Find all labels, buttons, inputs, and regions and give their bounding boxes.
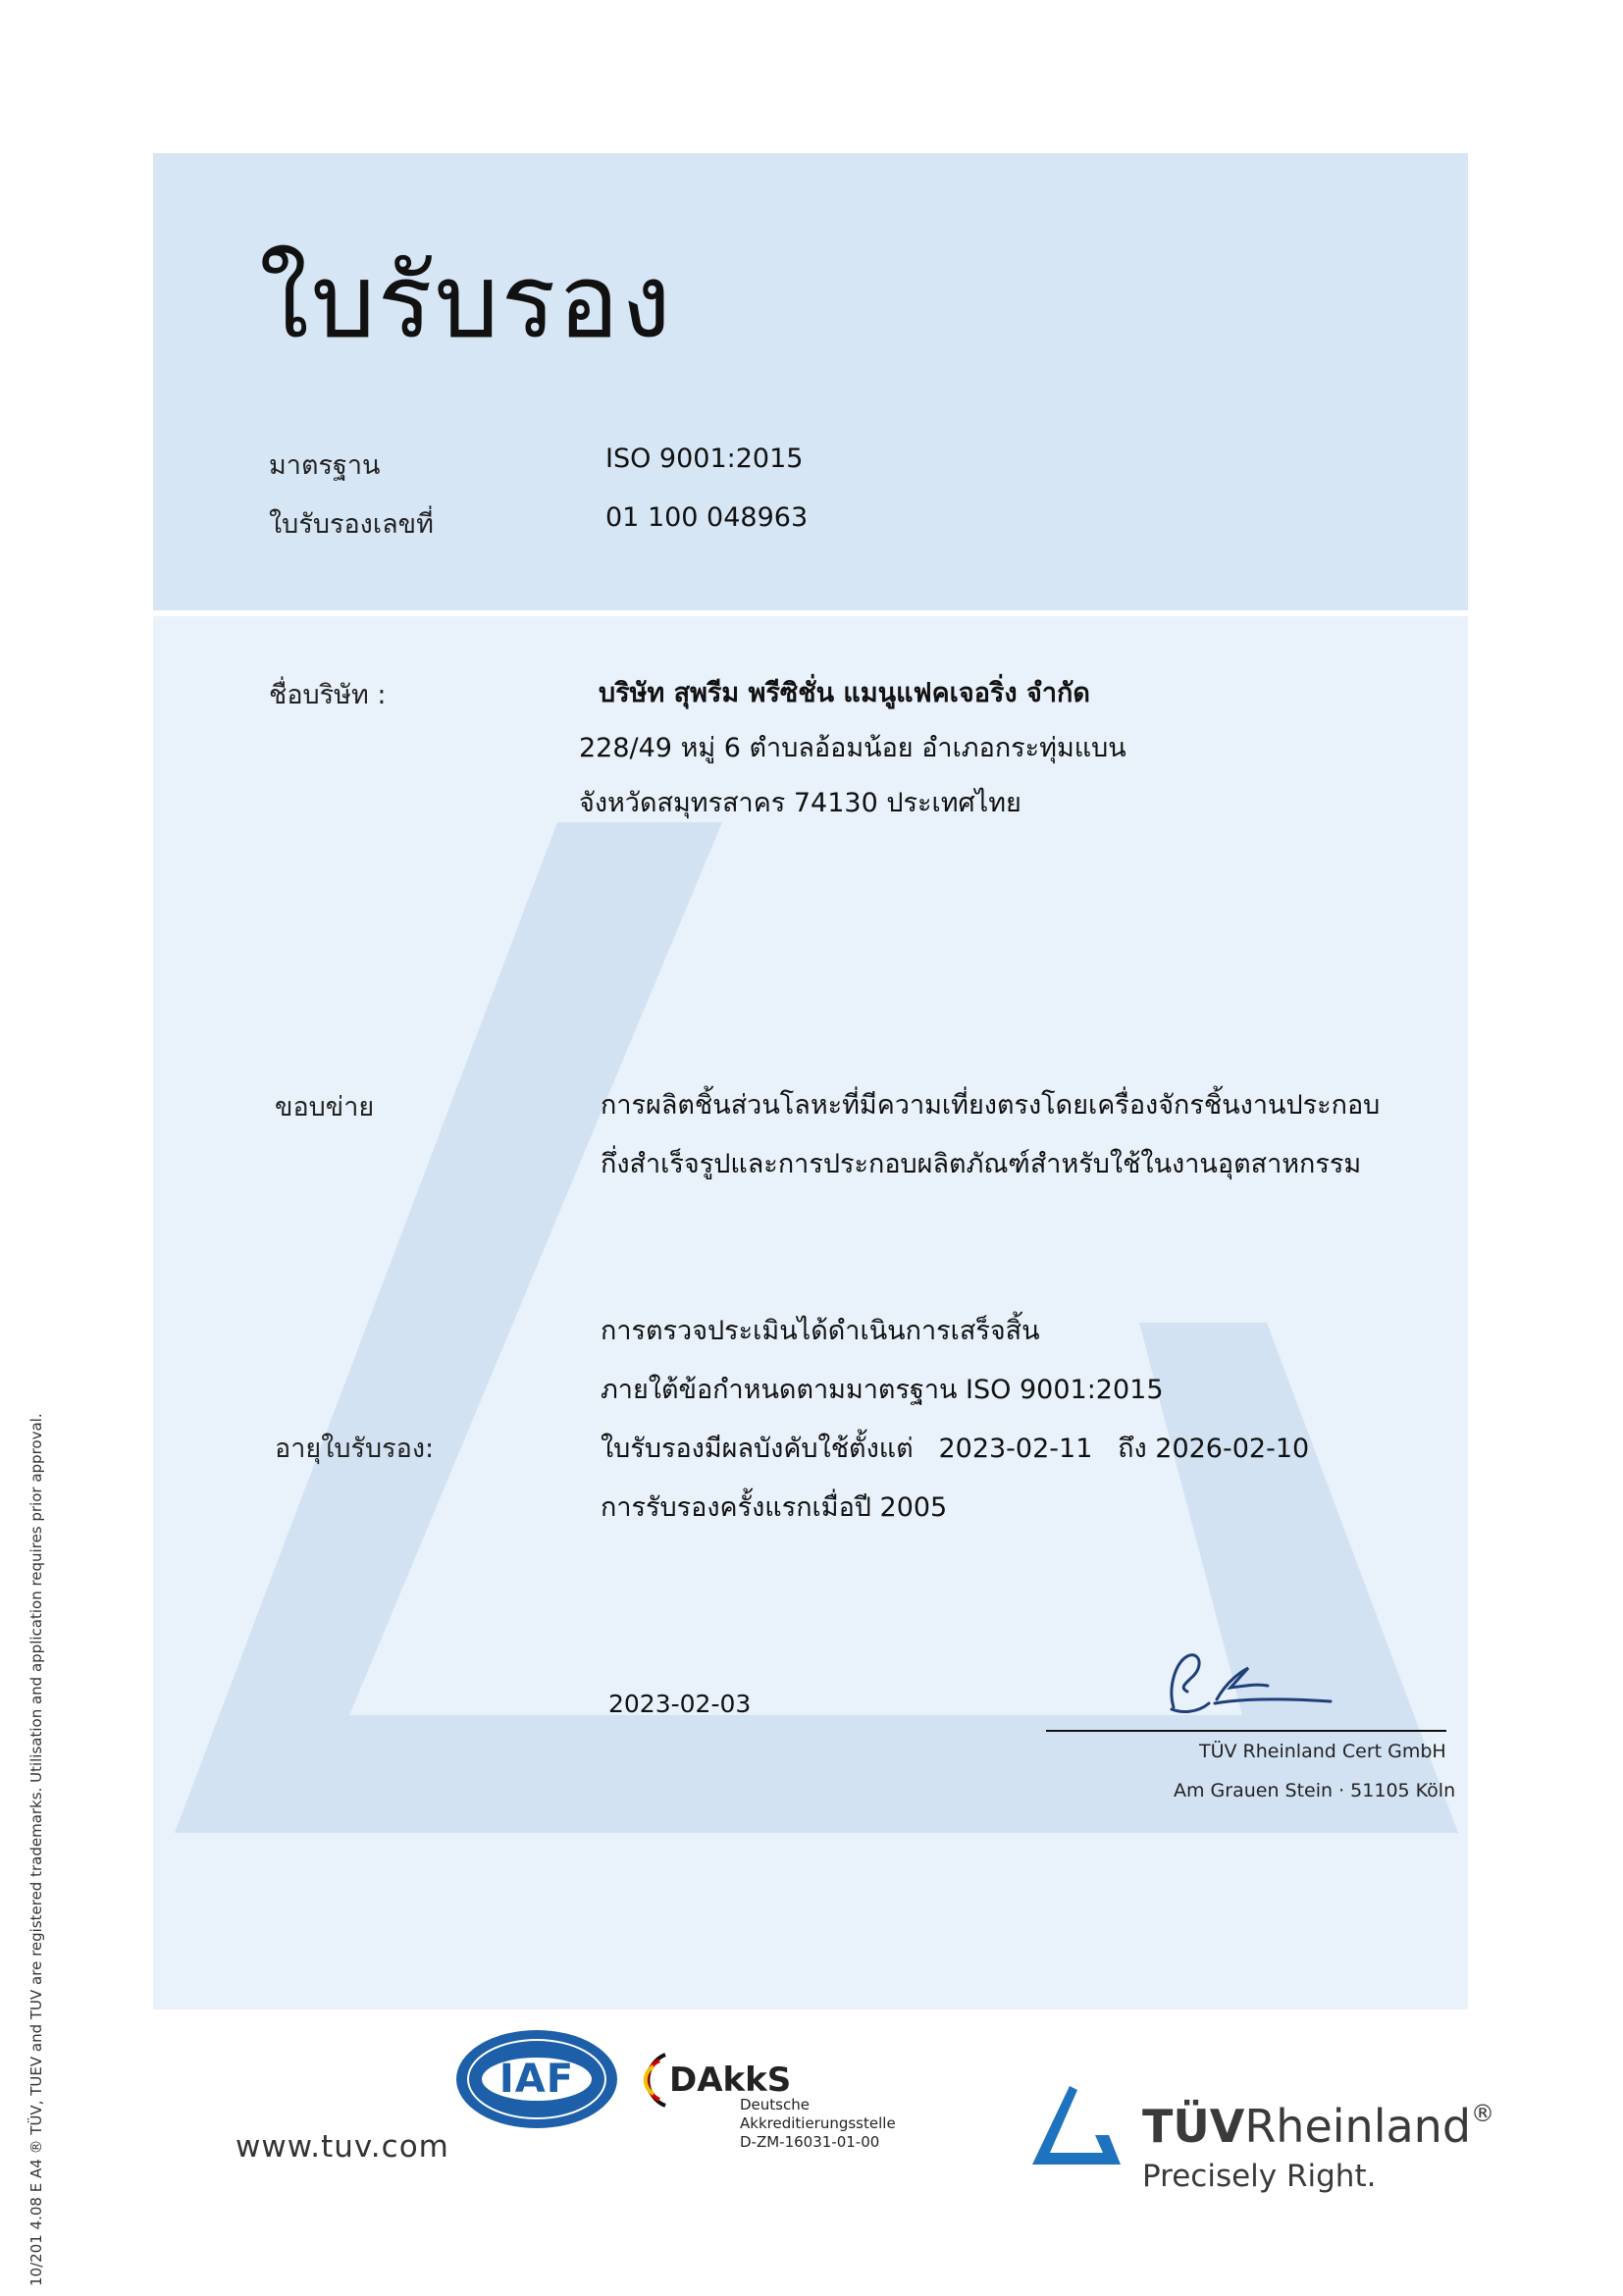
scope-label: ขอบข่าย (275, 1092, 375, 1122)
validity-to-word: ถึง (1118, 1434, 1147, 1464)
tuv-wordmark-bold: TÜV (1142, 2100, 1245, 2153)
iaf-logo (455, 2029, 618, 2129)
validity-label: อายุใบรับรอง: (275, 1434, 435, 1464)
standard-label: มาตรฐาน (269, 450, 381, 481)
issue-date: 2023-02-03 (608, 1690, 752, 1718)
website-url: www.tuv.com (236, 2129, 449, 2165)
signature-image (1158, 1648, 1344, 1727)
company-label: ชื่อบริษัท : (269, 680, 387, 710)
signature-line (1046, 1730, 1446, 1732)
validity-prefix: ใบรับรองมีผลบังคับใช้ตั้งแต่ (601, 1434, 914, 1464)
validity-line1: การตรวจประเมินได้ดำเนินการเสร็จสิ้น (601, 1316, 1040, 1346)
tuv-triangle-logo-icon (1030, 2084, 1123, 2166)
dakks-flag-arc-icon (636, 2051, 669, 2110)
validity-line2: ภายใต้ข้อกำหนดตามมาตรฐาน ISO 9001:2015 (601, 1375, 1164, 1405)
iaf-text: IAF (498, 2057, 575, 2102)
company-address-line2: จังหวัดสมุทรสาคร 74130 ประเทศไทย (579, 788, 1021, 818)
tuv-rheinland-wordmark (1142, 2100, 1494, 2153)
dakks-line2: Akkreditierungsstelle (740, 2114, 896, 2132)
validity-line3 (601, 1427, 1309, 1469)
tuv-slogan: Precisely Right. (1142, 2159, 1377, 2194)
scope-line2: กึ่งสำเร็จรูปและการประกอบผลิตภัณฑ์สำหรับใช้ในงานอุตสาหกรรม (601, 1149, 1362, 1179)
certificate-number-value: 01 100 048963 (605, 502, 809, 533)
standard-value: ISO 9001:2015 (605, 444, 804, 474)
dakks-line1: Deutsche (740, 2096, 810, 2113)
certifier-address: Am Grauen Stein · 51105 Köln (1174, 1780, 1456, 1801)
company-name: บริษัท สุพรีม พรีซิชั่น แมนูแฟคเจอริ่ง จำกัด (599, 678, 1090, 708)
registered-mark: ® (1471, 2100, 1495, 2127)
valid-from-date: 2023-02-11 (938, 1434, 1093, 1464)
scope-line1: การผลิตชิ้นส่วนโลหะที่มีความเที่ยงตรงโดยเครื่องจักรชิ้นงานประกอบ (601, 1090, 1381, 1121)
dakks-line3: D-ZM-16031-01-00 (740, 2133, 880, 2151)
company-address-line1: 228/49 หมู่ 6 ตำบลอ้อมน้อย อำเภอกระทุ่มแบน (579, 733, 1126, 763)
trademark-side-note: 10/201 4.08 E A4 ® TÜV, TUEV and TUV are registered trademarks. Utilisation and application requires prior approval. (27, 1413, 45, 2286)
validity-line4: การรับรองครั้งแรกเมื่อปี 2005 (601, 1492, 948, 1523)
dakks-name: DAkkS (669, 2061, 792, 2100)
certifier-org: TÜV Rheinland Cert GmbH (1199, 1741, 1446, 1762)
certificate-number-label: ใบรับรองเลขที่ (269, 509, 434, 540)
valid-to-date: 2026-02-10 (1155, 1434, 1310, 1464)
certificate-title: ใบรับรอง (259, 241, 673, 361)
tuv-wordmark-regular: Rheinland (1244, 2100, 1472, 2153)
